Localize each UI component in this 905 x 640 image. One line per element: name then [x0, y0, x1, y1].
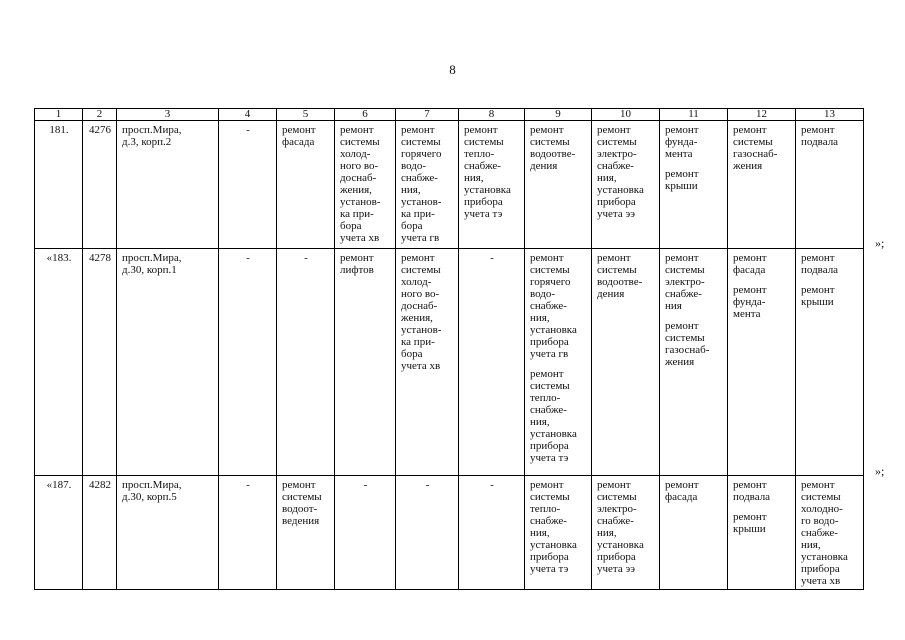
work-item: - [490, 479, 494, 491]
cell-col-6 [335, 121, 396, 249]
work-item: ремонт системы электро- снабже- ния, установка прибора учета ээ [597, 479, 644, 575]
cell-col-13 [796, 249, 864, 476]
cell-col-5 [277, 249, 335, 476]
column-number-header: 5 [277, 109, 335, 121]
cell-col-10 [592, 121, 660, 249]
column-number-header: 7 [396, 109, 459, 121]
column-number-row [35, 109, 864, 121]
work-item: ремонт фасада [665, 479, 699, 503]
work-item: ремонт системы горячего водо- снабже- ния, установ- ка при- бора учета гв [401, 124, 442, 244]
work-item: ремонт фунда- мента [733, 284, 767, 320]
object-code-text: 4282 [89, 479, 111, 491]
work-item: ремонт системы водоот- ведения [282, 479, 322, 527]
work-item: ремонт лифтов [340, 252, 374, 276]
cell-col-4 [219, 249, 277, 476]
row-number-text: 181. [49, 124, 69, 136]
repair-schedule-table [34, 108, 864, 590]
work-item: - [425, 479, 430, 491]
row-number [35, 121, 83, 249]
column-number-header: 10 [592, 109, 660, 121]
cell-col-8 [459, 476, 525, 590]
cell-col-11 [660, 249, 728, 476]
work-item: ремонт фунда- мента [665, 124, 699, 160]
object-address [117, 476, 219, 590]
table-row [35, 121, 864, 249]
work-item: ремонт крыши [801, 284, 835, 308]
cell-col-6 [335, 476, 396, 590]
object-code-text: 4278 [89, 252, 111, 264]
column-number-header: 11 [660, 109, 728, 121]
cell-col-7 [396, 476, 459, 590]
work-item: ремонт системы холодно- го водо- снабже- ния, установка прибора учета хв [801, 479, 848, 587]
cell-col-12 [728, 121, 796, 249]
cell-col-6 [335, 249, 396, 476]
column-number-header: 6 [335, 109, 396, 121]
cell-col-8 [459, 121, 525, 249]
work-item: ремонт системы газоснаб- жения [665, 320, 710, 368]
table-row [35, 249, 864, 476]
work-item: ремонт подвала [733, 479, 771, 503]
object-code [83, 249, 117, 476]
closing-quote-mark: »; [875, 464, 885, 478]
cell-col-9 [525, 121, 592, 249]
cell-col-4-text: - [246, 479, 250, 491]
work-item: ремонт системы газоснаб- жения [733, 124, 778, 172]
work-item: ремонт системы горячего водо- снабже- ния, установка прибора учета гв [530, 252, 577, 360]
row-number [35, 476, 83, 590]
work-item: ремонт системы тепло- снабже- ния, установка прибора учета тэ [464, 124, 511, 220]
cell-col-12 [728, 249, 796, 476]
work-item: ремонт крыши [665, 168, 699, 192]
column-number-header: 9 [525, 109, 592, 121]
work-item: ремонт системы тепло- снабже- ния, установка прибора учета тэ [530, 368, 577, 464]
column-number-header: 4 [219, 109, 277, 121]
cell-col-13 [796, 121, 864, 249]
cell-col-10 [592, 249, 660, 476]
row-number-text: «187. [46, 479, 72, 491]
cell-col-8 [459, 249, 525, 476]
work-item: ремонт системы тепло- снабже- ния, установка прибора учета тэ [530, 479, 577, 575]
cell-col-13 [796, 476, 864, 590]
object-address-text: просп.Мира, д.3, корп.2 [122, 124, 182, 148]
column-number-header: 3 [117, 109, 219, 121]
object-code [83, 476, 117, 590]
column-number-header: 2 [83, 109, 117, 121]
closing-quote-mark: »; [875, 236, 885, 250]
cell-col-7 [396, 121, 459, 249]
cell-col-11 [660, 476, 728, 590]
object-address-text: просп.Мира, д.30, корп.5 [122, 479, 182, 503]
cell-col-9 [525, 249, 592, 476]
work-item: ремонт фасада [282, 124, 316, 148]
row-number-text: «183. [46, 252, 72, 264]
cell-col-10 [592, 476, 660, 590]
work-item: ремонт системы водоотве- дения [530, 124, 576, 172]
row-number [35, 249, 83, 476]
cell-col-4 [219, 476, 277, 590]
cell-col-5 [277, 476, 335, 590]
work-item: ремонт подвала [801, 124, 839, 148]
work-item: ремонт системы водоотве- дения [597, 252, 643, 300]
object-code-text: 4276 [89, 124, 111, 136]
cell-col-4-text: - [246, 124, 250, 136]
cell-col-4 [219, 121, 277, 249]
object-address [117, 249, 219, 476]
cell-col-9 [525, 476, 592, 590]
cell-col-12 [728, 476, 796, 590]
object-code [83, 121, 117, 249]
cell-col-4-text: - [246, 252, 250, 264]
object-address [117, 121, 219, 249]
work-item: ремонт фасада [733, 252, 767, 276]
cell-col-7 [396, 249, 459, 476]
work-item: ремонт подвала [801, 252, 839, 276]
column-number-header: 8 [459, 109, 525, 121]
work-item: ремонт системы электро- снабже- ния [665, 252, 705, 312]
work-item: - [304, 252, 308, 264]
page-number: 8 [449, 62, 456, 77]
column-number-header: 1 [35, 109, 83, 121]
cell-col-11 [660, 121, 728, 249]
table-row [35, 476, 864, 590]
work-item: ремонт системы холод- ного во- доснаб- жения, установ- ка при- бора учета хв [340, 124, 381, 244]
work-item: ремонт системы холод- ного во- доснаб- жения, установ- ка при- бора учета хв [401, 252, 442, 372]
object-address-text: просп.Мира, д.30, корп.1 [122, 252, 182, 276]
column-number-header: 12 [728, 109, 796, 121]
work-item: ремонт системы электро- снабже- ния, установка прибора учета ээ [597, 124, 644, 220]
column-number-header: 13 [796, 109, 864, 121]
work-item: - [363, 479, 368, 491]
work-item: - [490, 252, 494, 264]
work-item: ремонт крыши [733, 511, 767, 535]
cell-col-5 [277, 121, 335, 249]
